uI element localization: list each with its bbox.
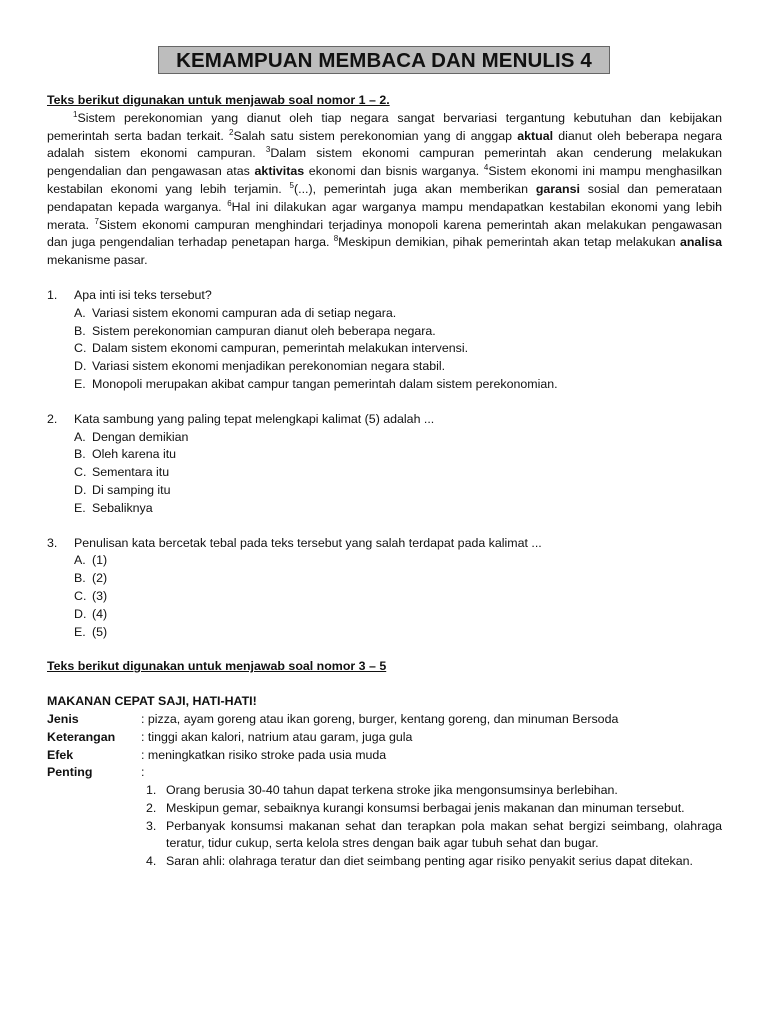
option-e[interactable]: E. (5) bbox=[74, 624, 108, 639]
info-row-jenis: Jenis : pizza, ayam goreng atau ikan goreng, burger, kentang goreng, dan minuman Bersoda bbox=[47, 711, 619, 726]
option-a[interactable]: A. Dengan demikian bbox=[74, 429, 189, 444]
infographic-title: MAKANAN CEPAT SAJI, HATI-HATI! bbox=[47, 694, 257, 709]
sentence-2b: dianut oleh beberapa negara adalah sistem ekonomi campuran. bbox=[47, 128, 722, 161]
info-row-efek: Efek : meningkatkan risiko stroke pada usia muda bbox=[47, 747, 387, 762]
question-number: 1. bbox=[47, 287, 58, 302]
bold-word-2: aktivitas bbox=[254, 164, 305, 179]
info-row-keterangan: Keterangan : tinggi akan kalori, natrium atau garam, juga gula bbox=[47, 729, 413, 744]
info-row-penting: Penting : bbox=[47, 765, 145, 780]
question-number: 3. bbox=[47, 535, 58, 550]
question-number: 2. bbox=[47, 411, 58, 426]
list-item: 4. Saran ahli: olahraga teratur dan diet seimbang penting agar risiko penyakit serius dapat ditekan. bbox=[146, 854, 693, 869]
question-stem: Kata sambung yang paling tepat melengkapi kalimat (5) adalah ... bbox=[74, 411, 435, 426]
option-d[interactable]: D. Variasi sistem ekonomi menjadikan perekonomian negara stabil. bbox=[74, 359, 446, 374]
sentence-7: Sistem ekonomi campuran menghindari terjadinya monopoli karena pemerintah akan melakukan pengawasan dan juga pengendalian terhadap penetapan harga. bbox=[47, 217, 722, 250]
sentence-4: Sistem ekonomi ini mampu menghasilkan kestabilan ekonomi yang lebih terjamin. bbox=[47, 164, 722, 196]
option-c[interactable]: C. (3) bbox=[74, 588, 108, 603]
question-3 bbox=[47, 535, 722, 642]
sentence-5b: sosial dan pemerataan pendapatan kepada warganya. bbox=[47, 181, 722, 214]
bold-word-3: garansi bbox=[535, 181, 580, 196]
sentence-6: Hal ini dilakukan agar warganya mampu mendapatkan kestabilan ekonomi yang lebih merata. bbox=[47, 199, 722, 232]
list-item: 3. Perbanyak konsumsi makanan sehat dan terapkan pola makan sehat bergizi seimbang, olahraga teratur, tidur cukup, serta kelola stres dengan baik agar tubuh sehat dan bugar. bbox=[146, 818, 722, 851]
section-heading-2: Teks berikut digunakan untuk menjawab soal nomor 3 – 5 bbox=[47, 659, 387, 674]
bold-word-1: aktual bbox=[517, 128, 554, 143]
question-stem: Apa inti isi teks tersebut? bbox=[74, 287, 212, 302]
option-d[interactable]: D. (4) bbox=[74, 606, 108, 621]
bold-word-4: analisa bbox=[679, 235, 722, 250]
list-item: 2. Meskipun gemar, sebaiknya kurangi konsumsi berbagai jenis makanan dan minuman tersebut. bbox=[146, 800, 685, 815]
option-a[interactable]: A. Variasi sistem ekonomi campuran ada di setiap negara. bbox=[74, 305, 397, 320]
option-c[interactable]: C. Dalam sistem ekonomi campuran, pemerintah melakukan intervensi. bbox=[74, 341, 469, 356]
question-stem: Penulisan kata bercetak tebal pada teks tersebut yang salah terdapat pada kalimat ... bbox=[74, 535, 542, 550]
section-heading-1: Teks berikut digunakan untuk menjawab soal nomor 1 – 2. bbox=[47, 93, 390, 107]
option-e[interactable]: E. Sebaliknya bbox=[74, 500, 153, 515]
document-body bbox=[47, 92, 722, 871]
important-list bbox=[47, 782, 722, 871]
reading-passage: $^1$Sistem perekonomian yang dianut oleh tiap negara sangat bervariasi tergantung kebutuhan dan kebijakan pemerintah serta badan terkait. $^2$Salah satu sistem perekonomian yang di anggap aktual dianut oleh beberapa negara adalah sistem ekonomi campuran. $^3$Dalam sistem ekonomi campuran pemerintah akan cenderung melakukan pengendalian dan pengawasan atas aktivitas ekonomi dan bisnis warganya. $^4$Sistem ekonomi ini mampu menghasilkan kestabilan ekonomi yang lebih terjamin. $^5$(...), pemerintah juga akan memberikan garansi sosial dan pemerataan pendapatan kepada warganya. $^6$Hal ini dilakukan agar warganya mampu mendapatkan kestabilan ekonomi yang lebih merata. $^7$Sistem ekonomi campuran menghindari terjadinya monopoli karena pemerintah akan melakukan pengawasan dan juga pengendalian terhadap penetapan harga. $^8$Meskipun demikian, pihak pemerintah akan tetap melakukan analisa mekanisme pasar. bbox=[47, 109, 722, 268]
sentence-3b: ekonomi dan bisnis warganya. bbox=[304, 164, 484, 179]
option-b[interactable]: B. (2) bbox=[74, 571, 108, 586]
question-1 bbox=[47, 287, 722, 394]
option-a[interactable]: A. (1) bbox=[74, 553, 108, 568]
option-d[interactable]: D. Di samping itu bbox=[74, 482, 171, 497]
option-b[interactable]: B. Oleh karena itu bbox=[74, 447, 177, 462]
option-b[interactable]: B. Sistem perekonomian campuran dianut oleh beberapa negara. bbox=[74, 323, 436, 338]
option-c[interactable]: C. Sementara itu bbox=[74, 465, 170, 480]
sentence-2a: Salah satu sistem perekonomian yang di anggap bbox=[233, 128, 518, 143]
sentence-1: Sistem perekonomian yang dianut oleh tiap negara sangat bervariasi tergantung kebutuhan dan kebijakan pemerintah serta badan terkait. bbox=[47, 110, 722, 143]
question-2 bbox=[47, 411, 722, 518]
sentence-5a: (...), pemerintah juga akan memberikan bbox=[294, 181, 536, 196]
option-e[interactable]: E. Monopoli merupakan akibat campur tangan pemerintah dalam sistem perekonomian. bbox=[74, 376, 558, 391]
page-title: KEMAMPUAN MEMBACA DAN MENULIS 4 bbox=[158, 46, 610, 74]
sentence-8b: mekanisme pasar. bbox=[47, 253, 148, 268]
list-item: 1. Orang berusia 30-40 tahun dapat terkena stroke jika mengonsumsinya berlebihan. bbox=[146, 783, 618, 798]
sentence-3a: Dalam sistem ekonomi campuran pemerintah akan cenderung melakukan pengendalian dan pengawasan atas bbox=[47, 146, 722, 179]
sentence-8a: Meskipun demikian, pihak pemerintah akan tetap melakukan bbox=[338, 235, 680, 250]
